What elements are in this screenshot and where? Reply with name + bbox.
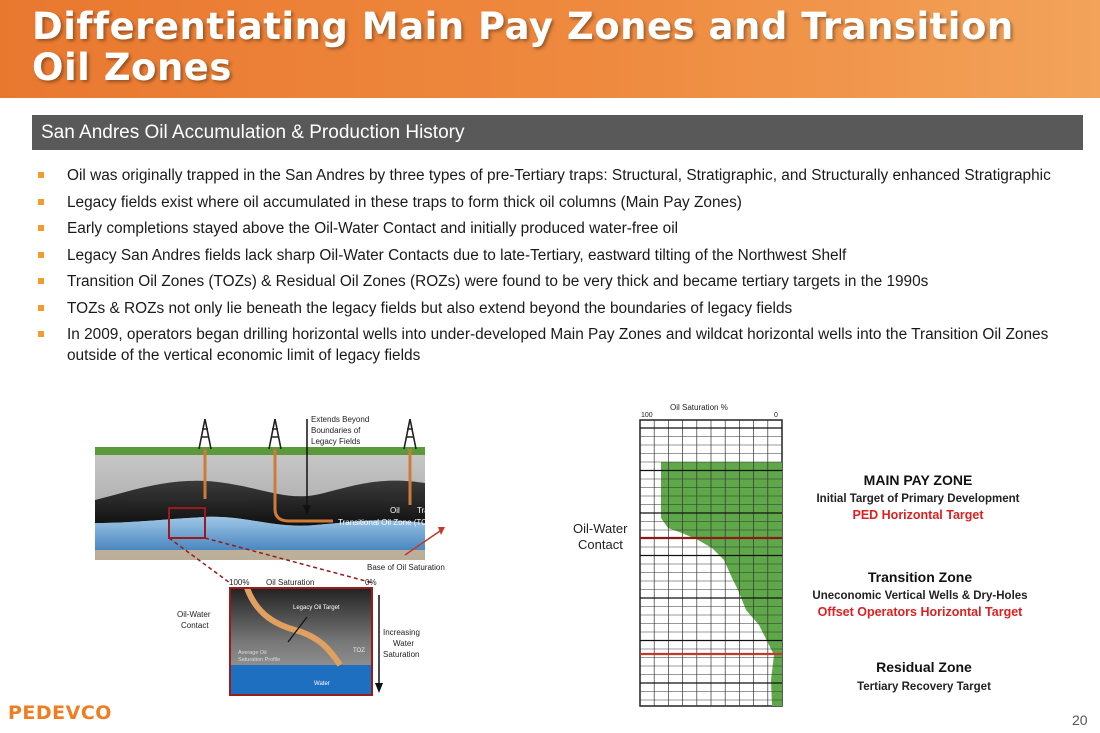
residual-subtitle: Tertiary Recovery Target	[857, 681, 991, 693]
toz-inset-label: TOZ	[353, 648, 365, 654]
water-label: Water	[314, 681, 330, 687]
inset-owc-label-line1: Oil-Water	[177, 610, 211, 619]
inset-100-label: 100%	[229, 578, 250, 587]
main-pay-title: MAIN PAY ZONE	[863, 472, 973, 488]
residual-title: Residual Zone	[876, 659, 972, 675]
owc-label-line2: Contact	[578, 537, 623, 552]
title-banner	[0, 0, 1100, 98]
bullet-item: In 2009, operators began drilling horizontal wells into under-developed Main Pay Zones and wildcat horizontal wells into the Transition Oil Zones outside of the vertical economic limit of legacy fields	[36, 324, 1096, 366]
increasing-label-line3: Saturation	[383, 650, 420, 659]
transition-title: Transition Zone	[867, 569, 973, 585]
oil-label: Oil	[390, 506, 400, 515]
bullet-item: TOZs & ROZs not only lie beneath the legacy fields but also extend beyond the boundaries of legacy fields	[36, 298, 1096, 319]
bullet-item: Transition Oil Zones (TOZs) & Residual Oil Zones (ROZs) were found to be very thick and became tertiary targets in the 1990s	[36, 271, 1096, 292]
main-pay-target: PED Horizontal Target	[852, 508, 984, 522]
bullet-item: Legacy fields exist where oil accumulated in these traps to form thick oil columns (Main Pay Zones)	[36, 192, 1096, 213]
main-pay-subtitle: Initial Target of Primary Development	[816, 493, 1020, 505]
log-scale-left: 100	[641, 412, 653, 419]
bullet-item: Early completions stayed above the Oil-Water Contact and initially produced water-free oil	[36, 218, 1096, 239]
owc-label-line1: Oil-Water	[573, 521, 628, 536]
cross-section	[95, 447, 425, 560]
bullet-list	[36, 165, 1096, 372]
log-scale-right: 0	[774, 412, 778, 419]
inset-saturation-label: Oil Saturation	[266, 578, 315, 587]
company-logo: PEDEVCO	[8, 702, 112, 724]
bullet-item: Oil was originally trapped in the San Andres by three types of pre-Tertiary traps: Structural, Stratigraphic, and Structurally enhanced Stratigraphic	[36, 165, 1096, 186]
transition-target: Offset Operators Horizontal Target	[817, 605, 1023, 619]
cross-section-diagram	[95, 405, 475, 705]
base-label: Base of Oil Saturation	[367, 563, 445, 572]
section-subtitle: San Andres Oil Accumulation & Production History	[41, 122, 465, 143]
increasing-label-line1: Increasing	[383, 628, 420, 637]
slide-title: Differentiating Main Pay Zones and Transition Oil Zones	[32, 5, 1014, 89]
bullet-item: Legacy San Andres fields lack sharp Oil-Water Contacts due to late-Tertiary, eastward tilting of the Northwest Shelf	[36, 245, 1096, 266]
extends-label-line3: Legacy Fields	[311, 437, 361, 446]
inset-0-label: 0%	[365, 578, 377, 587]
log-header: Oil Saturation %	[670, 403, 728, 412]
toz-label: Transitional Oil Zone (TOZ)	[338, 518, 435, 527]
log-grid	[640, 420, 782, 706]
extends-label-line2: Boundaries of	[311, 426, 361, 435]
inset-owc-label-line2: Contact	[181, 621, 209, 630]
section-header-bar	[32, 115, 1083, 150]
page-number: 20	[1072, 712, 1088, 728]
extends-label-line1: Extends Beyond	[311, 415, 370, 424]
avg-profile-label-line1: Average Oil	[238, 650, 267, 656]
increasing-label-line2: Water	[393, 639, 415, 648]
transition-subtitle: Uneconomic Vertical Wells & Dry-Holes	[812, 590, 1028, 602]
legacy-target-label: Legacy Oil Target	[293, 605, 340, 611]
avg-profile-label-line2: Saturation Profile	[238, 657, 281, 663]
increasing-arrow-head	[375, 683, 383, 693]
trap-label: Trap	[417, 506, 434, 515]
saturation-log-diagram	[560, 400, 1100, 710]
